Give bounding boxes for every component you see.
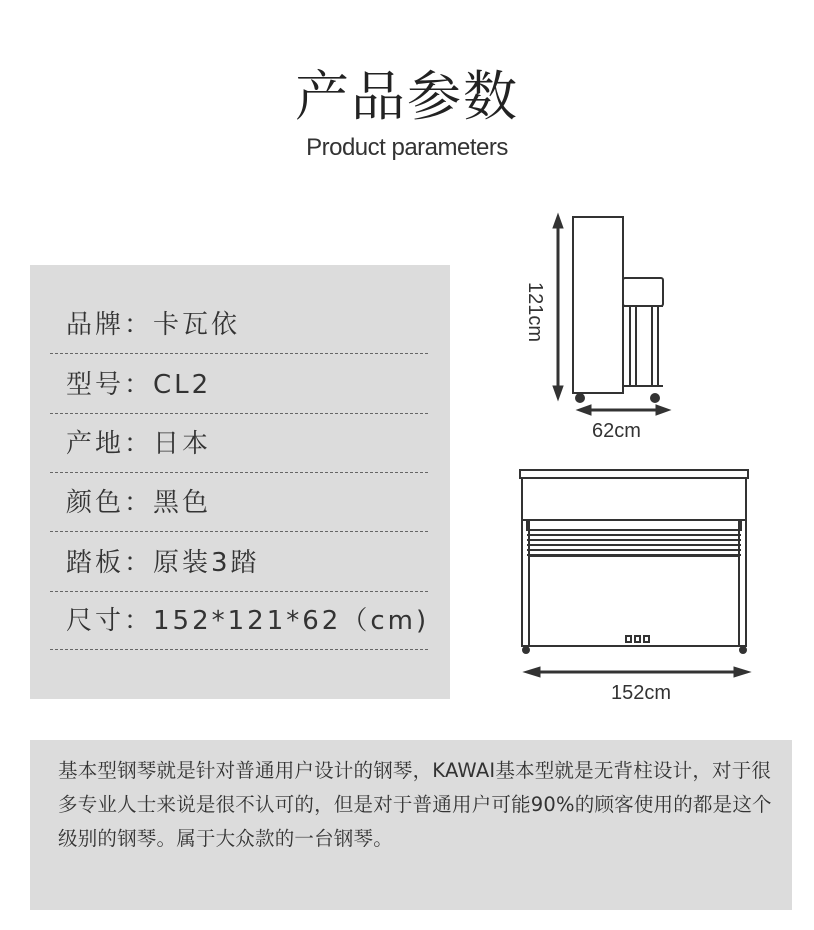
param-value: 152*121*62（cm) [153,606,430,636]
pedal [626,636,631,642]
depth-label: 62cm [592,420,641,442]
piano-front-top [520,470,748,478]
piano-front-keyboard [527,520,741,530]
piano-side-keybed [623,278,663,306]
param-label: 型号： [66,370,154,400]
pedal [644,636,649,642]
height-label: 121cm [524,282,546,343]
param-label: 踏板： [66,548,154,578]
page-subtitle: Product parameters [306,134,508,161]
description-panel [30,740,792,910]
piano-side-leg [652,306,658,386]
width-arrow [524,667,750,677]
param-label: 尺寸： [66,606,154,636]
page-title: 产品参数 [295,65,519,128]
piano-caster [651,394,659,402]
piano-front-view [520,470,748,653]
height-arrow [553,214,563,400]
param-value: 黑色 [153,488,212,518]
depth-arrow [577,405,670,415]
piano-side-body [573,217,623,393]
piano-front-right-leg [739,520,746,646]
param-label: 产地： [66,429,154,459]
pedal [635,636,640,642]
piano-front-left-leg [522,520,529,646]
param-value: 原装3踏 [153,548,260,578]
piano-caster [576,394,584,402]
width-label: 152cm [611,682,672,704]
param-label: 颜色： [66,488,154,518]
param-value: CL2 [153,370,212,400]
description-text: 基本型钢琴就是针对普通用户设计的钢琴，KAWAI基本型就是无背柱设计，对于很多专业人士来说是很不认可的，但是对于普通用户可能90%的顾客使用的都是这个级别的钢琴。属于大众款的一台钢琴。 [58,759,772,850]
param-value: 日本 [153,429,212,459]
piano-front-lower-panel [529,556,739,646]
piano-side-view [573,217,663,402]
piano-caster [740,647,746,653]
param-label: 品牌： [66,310,154,340]
param-value: 卡瓦依 [153,310,241,340]
piano-side-leg [630,306,636,386]
piano-caster [523,647,529,653]
piano-front-upper-panel [522,478,746,520]
